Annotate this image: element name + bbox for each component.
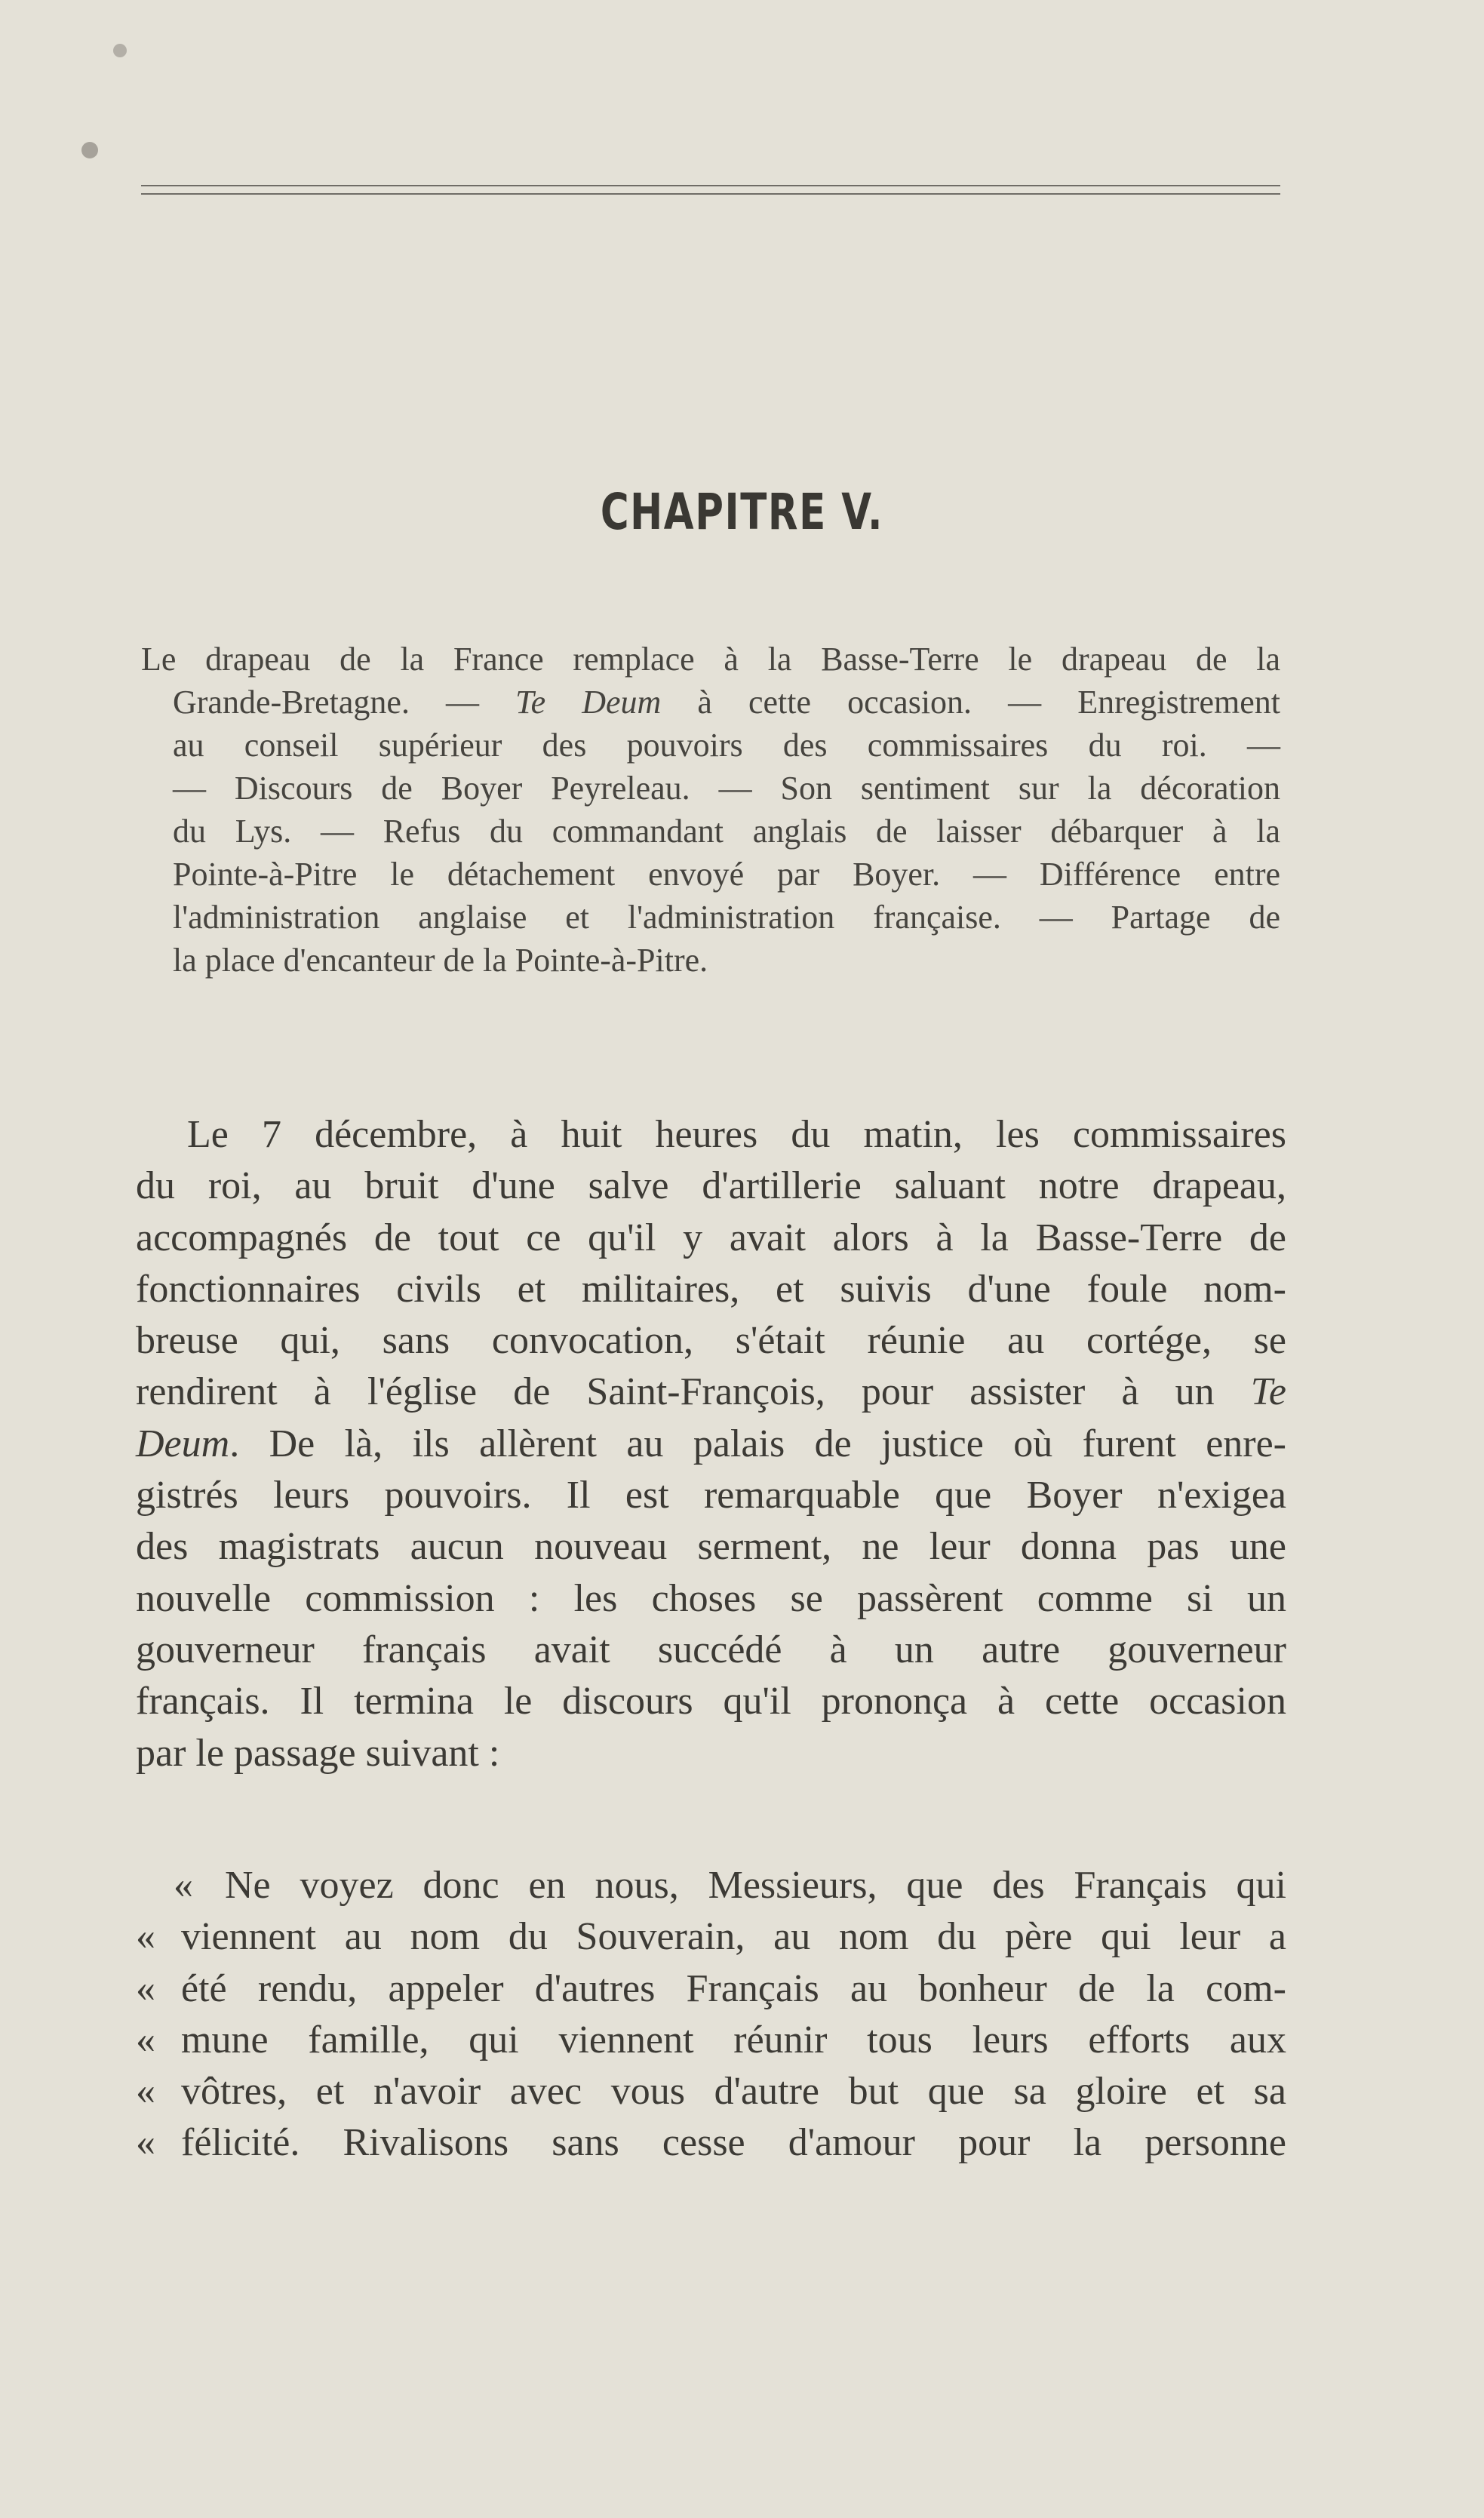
chapter-title: CHAPITRE V. (600, 483, 884, 541)
quote-text: félicité. Rivalisons sans cesse d'amour pour la personne (181, 2121, 1286, 2165)
summary-line: Grande-Bretagne. — Te Deum à cette occasion. — Enregistrement (173, 684, 1281, 721)
body-line: du roi, au bruit d'une salve d'artillerie saluant notre drapeau, (136, 1164, 1286, 1208)
ink-spot (113, 44, 127, 57)
body-line: gistrés leurs pouvoirs. Il est remarquable que Boyer n'exigea (136, 1474, 1286, 1517)
guillemet-mark: « (136, 2018, 155, 2061)
body-line: breuse qui, sans convocation, s'était réunie au cortége, se (136, 1319, 1286, 1363)
guillemet-mark: « (136, 2121, 155, 2165)
quote-text: mune famille, qui viennent réunir tous leurs efforts aux (181, 2018, 1286, 2061)
header-rule-bottom (141, 193, 1280, 195)
body-line: rendirent à l'église de Saint-François, pour assister à un Te (136, 1370, 1286, 1414)
body-line: Deum. De là, ils allèrent au palais de justice où furent enre- (136, 1422, 1286, 1465)
quoted-speech (136, 1860, 1286, 2169)
summary-line: la place d'encanteur de la Pointe-à-Pitre. (173, 942, 708, 979)
body-line: accompagnés de tout ce qu'il y avait alors à la Basse-Terre de (136, 1216, 1286, 1259)
body-line: fonctionnaires civils et militaires, et suivis d'une foule nom- (136, 1267, 1286, 1311)
quote-line (136, 1963, 1286, 2015)
body-line: gouverneur français avait succédé à un autre gouverneur (136, 1628, 1286, 1671)
summary-line: Pointe-à-Pitre le détachement envoyé par Boyer. — Différence entre (173, 856, 1280, 893)
summary-line: au conseil supérieur des pouvoirs des commissaires du roi. — (173, 727, 1280, 764)
quote-text: été rendu, appeler d'autres Français au bonheur de la com- (181, 1966, 1286, 2010)
body-line: par le passage suivant : (136, 1731, 500, 1775)
guillemet-mark: « (136, 2070, 155, 2114)
ink-spot (81, 142, 98, 158)
quote-text: Ne voyez donc en nous, Messieurs, que des Français qui (225, 1864, 1286, 1907)
body-line: Le 7 décembre, à huit heures du matin, les commissaires (187, 1113, 1286, 1156)
quote-line (136, 2117, 1286, 2169)
summary-line: — Discours de Boyer Peyreleau. — Son sentiment sur la décoration (173, 770, 1280, 807)
chapter-summary (141, 638, 1280, 982)
header-rule-top (141, 185, 1280, 186)
guillemet-mark: « (136, 1915, 155, 1959)
summary-line: l'administration anglaise et l'administration française. — Partage de (173, 899, 1280, 936)
guillemet-mark: « (174, 1864, 193, 1907)
quote-text: viennent au nom du Souverain, au nom du père qui leur a (181, 1915, 1286, 1959)
guillemet-mark: « (136, 1966, 155, 2010)
quote-line (136, 1860, 1286, 1911)
body-line: des magistrats aucun nouveau serment, ne leur donna pas une (136, 1525, 1286, 1569)
quote-line (136, 2066, 1286, 2117)
quote-line (136, 1911, 1286, 1963)
body-paragraph (136, 1109, 1286, 1779)
summary-line: Le drapeau de la France remplace à la Basse-Terre le drapeau de la (141, 641, 1280, 678)
quote-text: vôtres, et n'avoir avec vous d'autre but que sa gloire et sa (181, 2070, 1286, 2114)
quote-line (136, 2015, 1286, 2066)
body-line: nouvelle commission : les choses se passèrent comme si un (136, 1576, 1286, 1620)
body-line: français. Il termina le discours qu'il prononça à cette occasion (136, 1680, 1286, 1723)
summary-line: du Lys. — Refus du commandant anglais de laisser débarquer à la (173, 813, 1280, 850)
